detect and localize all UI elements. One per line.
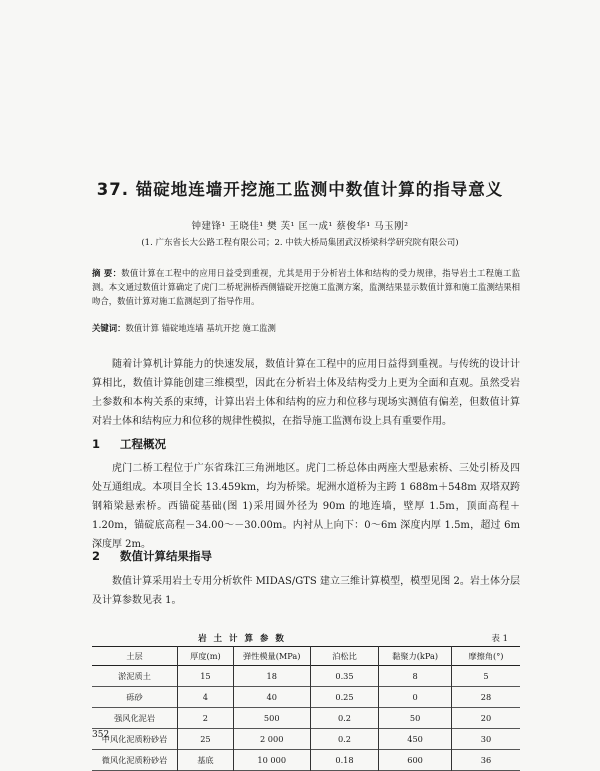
table-caption: [92, 632, 520, 646]
table-header-row: [92, 647, 520, 666]
section-2-number: 2: [92, 549, 101, 563]
table-row: [92, 750, 520, 771]
section-1-number: 1: [92, 437, 101, 451]
table-title: 岩 土 计 算 参 数: [198, 634, 286, 644]
table-cell: 20: [451, 708, 520, 729]
table-header-cell: 土层: [126, 650, 143, 661]
table-cell: 15: [178, 666, 234, 687]
soil-parameter-table: [92, 646, 520, 771]
affiliation: (1. 广东省长大公路工程有限公司；2. 中铁大桥局集团武汉桥梁科学研究院有限公司): [141, 238, 459, 248]
table-header-cell: 弹性模量(MPa): [233, 647, 310, 666]
table-number: 表 1: [491, 634, 508, 644]
table-cell: 8: [379, 666, 452, 687]
table-cell: 微风化泥质粉砂岩: [101, 754, 168, 765]
table-cell: 2: [178, 708, 234, 729]
table-cell: 50: [379, 708, 452, 729]
section-1-title: 工程概况: [120, 437, 166, 451]
table-cell: 10 000: [233, 750, 310, 771]
author-list: 钟建锋¹ 王晓佳¹ 樊 芙¹ 匡一成¹ 蔡俊华¹ 马玉刚²: [191, 221, 409, 232]
keywords: [92, 322, 520, 334]
table-cell: 450: [379, 729, 452, 750]
table-header-cell: 厚度(m): [178, 647, 234, 666]
abstract-label: 摘 要：: [92, 268, 122, 278]
table-header-cell: 黏聚力(kPa): [379, 647, 452, 666]
table-row: [92, 708, 520, 729]
table-cell: 600: [379, 750, 452, 771]
intro-paragraph: 随着计算机计算能力的快速发展，数值计算在工程中的应用日益得到重视。与传统的设计计算相比，数值计算能创建三维模型，因此在分析岩土体及结构受力上更为全面和直观。虽然受岩土参数和本构关系的束缚，计算出岩土体和结构的应力和位移与现场实测值有偏差，但数值计算对岩土体和结构应力和位移的规律性模拟，在指导施工监测布设上具有重要作用。: [92, 359, 520, 427]
section-2-paragraph: 数值计算采用岩土专用分析软件 MIDAS/GTS 建立三维计算模型，模型见图 2。岩土体分层及计算参数见表 1。: [92, 576, 520, 606]
table-header-cell: 摩擦角(°): [451, 647, 520, 666]
table-row: [92, 666, 520, 687]
table-cell: 40: [233, 687, 310, 708]
table-cell: 25: [178, 729, 234, 750]
table-cell: 0.2: [310, 708, 378, 729]
table-cell: 36: [451, 750, 520, 771]
table-header-cell: 泊松比: [310, 647, 378, 666]
table-cell: 中风化泥质粉砂岩: [101, 733, 168, 744]
table-cell: 18: [233, 666, 310, 687]
table-row: [92, 729, 520, 750]
table-cell: 30: [451, 729, 520, 750]
abstract: [92, 266, 520, 309]
keywords-text: 数值计算 锚碇地连墙 基坑开挖 施工监测: [125, 323, 276, 333]
section-2-heading: [92, 548, 520, 564]
abstract-text: 数值计算在工程中的应用日益受到重视，尤其是用于分析岩土体和结构的受力规律，指导岩土工程施工监测。本文通过数值计算确定了虎门二桥坭洲桥西侧锚碇开挖施工监测方案，监测结果显示数值计算和施工监测结果相吻合，数值计算对施工监测起到了指导作用。: [92, 268, 520, 307]
table-cell: 4: [178, 687, 234, 708]
table-cell: 0.35: [310, 666, 378, 687]
table-cell: 基底: [178, 750, 234, 771]
table-row: [92, 687, 520, 708]
table-cell: 淤泥质土: [118, 670, 151, 681]
table-cell: 0: [379, 687, 452, 708]
table-cell: 0.18: [310, 750, 378, 771]
paper-title: 37. 锚碇地连墙开挖施工监测中数值计算的指导意义: [96, 180, 504, 199]
keywords-label: 关键词：: [92, 323, 126, 333]
section-1-paragraph: 虎门二桥工程位于广东省珠江三角洲地区。虎门二桥总体由两座大型悬索桥、三处引桥及四处互通组成。本项目全长 13.459km，均为桥梁。坭洲水道桥为主跨 1 688m＋548m 双塔双跨钢箱梁悬索桥。西锚碇基础(图 1)采用圆外径为 90m 的地连墙，壁厚 1.5m，顶面高程＋1.20m，锚碇底高程－34.00～－30.00m。内衬从上向下：0～6m 深度内厚 1.5m，超过 6m 深度厚 2m。: [92, 463, 520, 550]
table-cell: 0.25: [310, 687, 378, 708]
table-cell: 0.2: [310, 729, 378, 750]
table-cell: 500: [233, 708, 310, 729]
table-cell: 强风化泥岩: [114, 712, 156, 723]
section-2-title: 数值计算结果指导: [120, 549, 212, 563]
table-cell: 5: [451, 666, 520, 687]
section-1-heading: [92, 436, 520, 452]
table-cell: 28: [451, 687, 520, 708]
table-cell: 砾砂: [126, 691, 143, 702]
page-number: 352: [92, 730, 110, 740]
table-cell: 2 000: [233, 729, 310, 750]
